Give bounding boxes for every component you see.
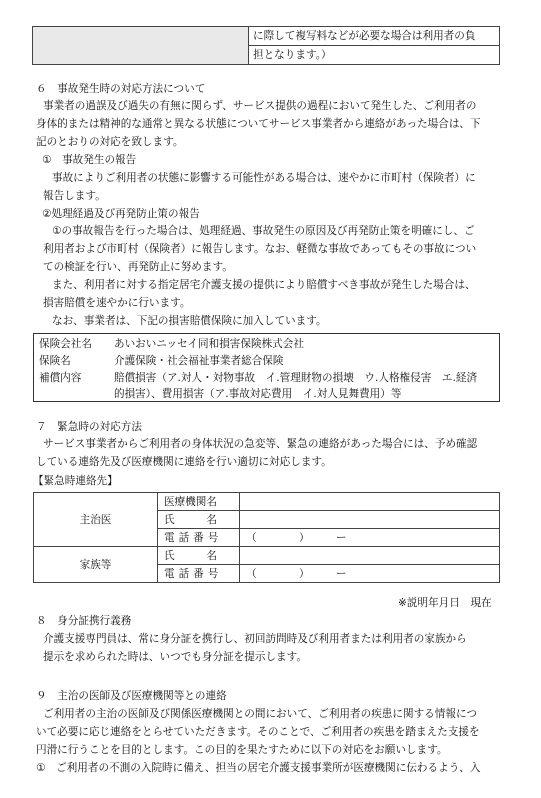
sec9-line2: いて必要に応じ連絡をとらせていただきます。そのことで、ご利用者の疾患を踏まえた支援を bbox=[36, 726, 480, 738]
insurance-coverage-line2: 的損害）、費用損害（ア.事故対応費用 イ.対人見舞費用）等 bbox=[114, 388, 402, 400]
sec6-sub2-line3: ての検証を行い、再発防止に努めます。 bbox=[43, 261, 233, 273]
sec6-sub2-line6: なお、事業者は、下記の損害賠償保険に加入しています。 bbox=[52, 315, 327, 327]
doctor-phone-label: 電話番号 bbox=[158, 529, 240, 547]
insurance-box bbox=[33, 333, 500, 402]
insurance-coverage-line1: 賠償損害（ア.対人・対物事故 イ.管理財物の損壊 ウ.人格権侵害 エ.経済 bbox=[114, 372, 478, 384]
section-6-title: ６ 事故発生時の対応方法について bbox=[36, 83, 206, 95]
doctor-name-label: 氏 名 bbox=[158, 511, 240, 529]
sec6-p1-line1: 事業者の過誤及び過失の有無に関らず、サービス提供の過程において発生した、ご利用者の bbox=[43, 100, 477, 112]
sec6-sub2-line4: また、利用者に対する指定居宅介護支援の提供により賠償すべき事故が発生した場合は、 bbox=[52, 279, 476, 291]
sec6-sub1-title: ① 事故発生の報告 bbox=[42, 154, 137, 166]
sec6-p1-line3: 記のとおりの対応を致します。 bbox=[36, 136, 184, 148]
insurance-coverage-label: 補償内容 bbox=[39, 372, 82, 384]
insurance-product-value: 介護保険・社会福祉事業者総合保険 bbox=[114, 355, 284, 367]
emergency-contacts-heading: 【緊急時連絡先】 bbox=[33, 475, 118, 487]
top-table-right-line2: 担となります。） bbox=[249, 46, 500, 65]
sec6-sub2-title: ②処理経過及び再発防止策の報告 bbox=[42, 208, 200, 220]
doctor-institution-value[interactable] bbox=[240, 493, 500, 511]
sec9-line4: ① ご利用者の不測の入院時に備え、担当の居宅介護支援事業所が医療機関に伝わるよう、入 bbox=[36, 762, 481, 774]
doctor-institution-label: 医療機関名 bbox=[158, 493, 240, 511]
section-9-title: ９ 主治の医師及び医療機関等との連絡 bbox=[36, 690, 227, 702]
family-phone-label: 電話番号 bbox=[158, 565, 240, 583]
sec6-sub1-line2: 報告します。 bbox=[43, 190, 106, 202]
top-table-right-line1: に際して複写料などが必要な場合は利用者の負 bbox=[249, 27, 500, 46]
sec6-sub2-line5: 損害賠償を速やかに行います。 bbox=[43, 297, 191, 309]
emergency-contacts-table bbox=[33, 492, 500, 583]
sec8-line2: 提示を求められた時は、いつでも身分証を提示します。 bbox=[43, 651, 307, 663]
family-name-label: 氏 名 bbox=[158, 547, 240, 565]
sec7-line1: サービス事業者からご利用者の身体状況の急変等、緊急の連絡があった場合には、予め確認 bbox=[43, 438, 478, 450]
sec8-line1: 介護支援専門員は、常に身分証を携行し、初回訪問時及び利用者または利用者の家族から bbox=[43, 633, 467, 645]
top-table-left-cell bbox=[33, 27, 249, 65]
doctor-label: 主治医 bbox=[34, 493, 158, 547]
doctor-phone-value[interactable]: （ ） ー bbox=[240, 529, 500, 547]
sec6-sub2-line2: 利用者および市町村（保険者）に報告します。なお、軽微な事故であってもその事故につい bbox=[43, 243, 477, 255]
insurance-company-value: あいおいニッセイ同和損害保険株式会社 bbox=[114, 338, 304, 350]
family-phone-value[interactable]: （ ） ー bbox=[240, 565, 500, 583]
family-name-value[interactable] bbox=[240, 547, 500, 565]
insurance-company-label: 保険会社名 bbox=[39, 338, 92, 350]
doctor-name-value[interactable] bbox=[240, 511, 500, 529]
section-7-title: ７ 緊急時の対応方法 bbox=[36, 421, 142, 433]
explanation-date-note: ※説明年月日 現在 bbox=[398, 597, 492, 609]
sec9-line1: ご利用者の主治の医師及び関係医療機関との間において、ご利用者の疾患に関する情報につ bbox=[43, 708, 477, 720]
sec6-sub1-line1: 事故によりご利用者の状態に影響する可能性がある場合は、速やかに市町村（保険者）に bbox=[52, 172, 476, 184]
sec6-sub2-line1: ①の事故報告を行った場合は、処理経過、事故発生の原因及び再発防止策を明確にし、ご bbox=[52, 225, 475, 237]
section-8-title: ８ 身分証携行義務 bbox=[36, 615, 132, 627]
insurance-product-label: 保険名 bbox=[39, 355, 71, 367]
sec9-line3: 円滑に行うことを目的とします。この目的を果たすために以下の対応をお願いします。 bbox=[36, 744, 448, 756]
sec7-line2: している連絡先及び医療機関に連絡を行い適切に対応します。 bbox=[36, 456, 332, 468]
family-label: 家族等 bbox=[34, 547, 158, 583]
top-table bbox=[32, 26, 500, 65]
sec6-p1-line2: 身体的または精神的な通常と異なる状態についてサービス事業者から連絡があった場合は、下 bbox=[36, 118, 481, 130]
